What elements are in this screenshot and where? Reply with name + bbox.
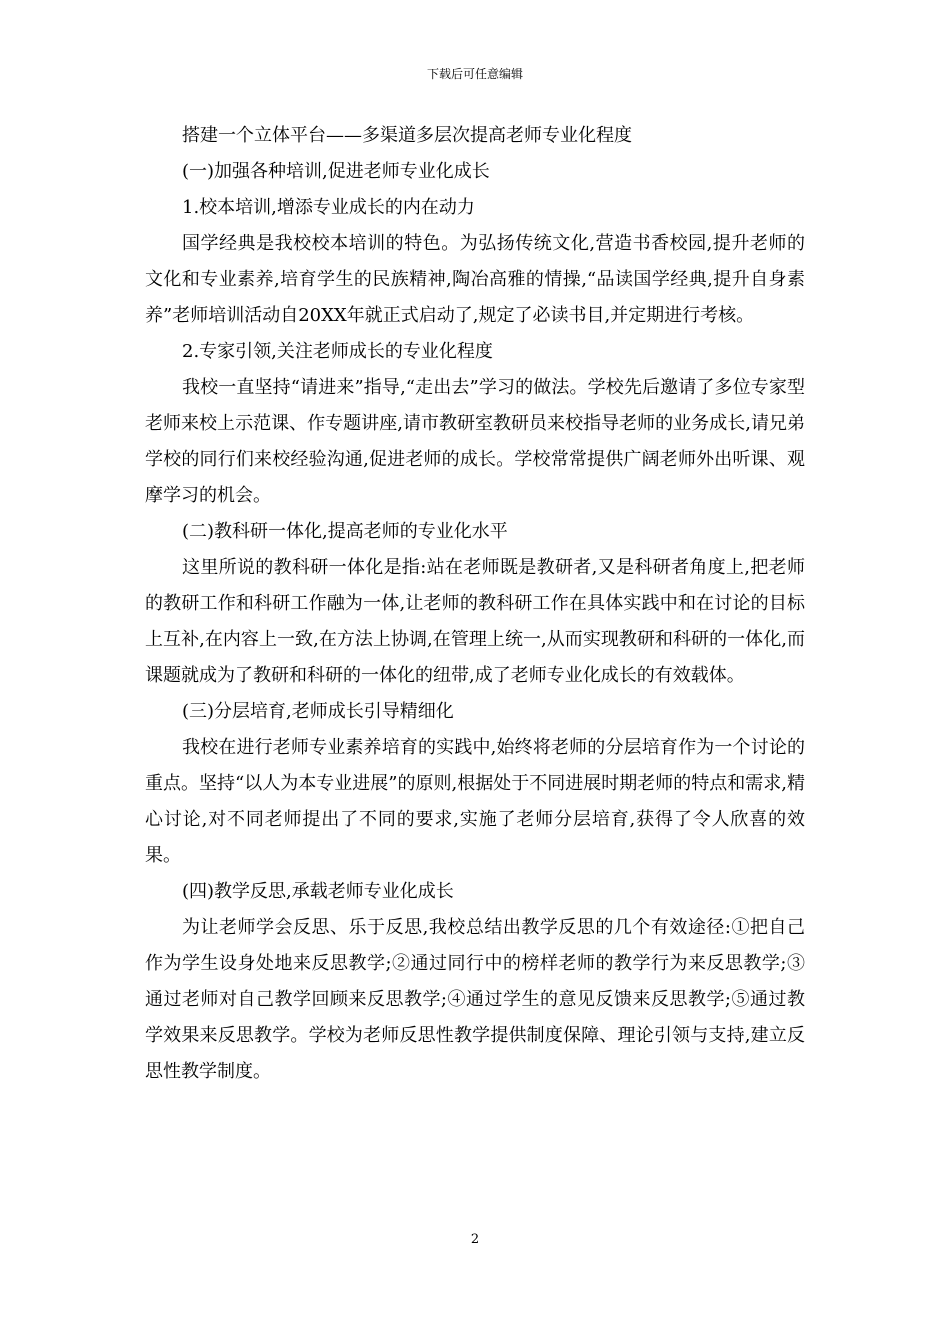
subsection-heading-1: (一)加强各种培训,促进老师专业化成长 — [182, 161, 490, 182]
subsection-heading-3: (三)分层培育,老师成长引导精细化 — [182, 701, 454, 722]
body-paragraph: 这里所说的教科研一体化是指:站在老师既是教研者,又是科研者角度上,把老师的教研工作和科研工作融为一体,让老师的教科研工作在具体实践中和在讨论的目标上互补,在内容上一致,在方法上协调,在管理上统一,从而实现教研和科研的一体化,而课题就成为了教研和科研的一体化的纽带,成了老师专业化成长的有效载体。 — [145, 557, 805, 686]
body-paragraph: 为让老师学会反思、乐于反思,我校总结出教学反思的几个有效途径:①把自己作为学生设身处地来反思教学;②通过同行中的榜样老师的教学行为来反思教学;③通过老师对自己教学回顾来反思教学;④通过学生的意见反馈来反思教学;⑤通过教学效果来反思教学。学校为老师反思性教学提供制度保障、理论引领与支持,建立反思性教学制度。 — [145, 917, 805, 1082]
body-paragraph: 国学经典是我校校本培训的特色。为弘扬传统文化,营造书香校园,提升老师的文化和专业素养,培育学生的民族精神,陶冶高雅的情操,“品读国学经典,提升自身素养”老师培训活动自20XX年就正式启动了,规定了必读书目,并定期进行考核。 — [145, 233, 805, 326]
item-heading-2: 2.专家引领,关注老师成长的专业化程度 — [182, 341, 493, 362]
body-paragraph: 我校一直坚持“请进来”指导,“走出去”学习的做法。学校先后邀请了多位专家型老师来校上示范课、作专题讲座,请市教研室教研员来校指导老师的业务成长,请兄弟学校的同行们来校经验沟通,促进老师的成长。学校常常提供广阔老师外出听课、观摩学习的机会。 — [145, 377, 805, 506]
item-heading-1: 1.校本培训,增添专业成长的内在动力 — [182, 197, 475, 218]
document-body — [145, 118, 805, 1090]
body-paragraph: 我校在进行老师专业素养培育的实践中,始终将老师的分层培育作为一个讨论的重点。坚持“以人为本专业进展”的原则,根据处于不同进展时期老师的特点和需求,精心讨论,对不同老师提出了不同的要求,实施了老师分层培育,获得了令人欣喜的效果。 — [145, 737, 805, 866]
page-header-note: 下载后可任意编辑 — [426, 67, 523, 81]
page-number: 2 — [470, 1232, 480, 1247]
subsection-heading-2: (二)教科研一体化,提高老师的专业化水平 — [182, 521, 508, 542]
section-title: 搭建一个立体平台——多渠道多层次提高老师专业化程度 — [182, 125, 632, 146]
subsection-heading-4: (四)教学反思,承载老师专业化成长 — [182, 881, 454, 902]
